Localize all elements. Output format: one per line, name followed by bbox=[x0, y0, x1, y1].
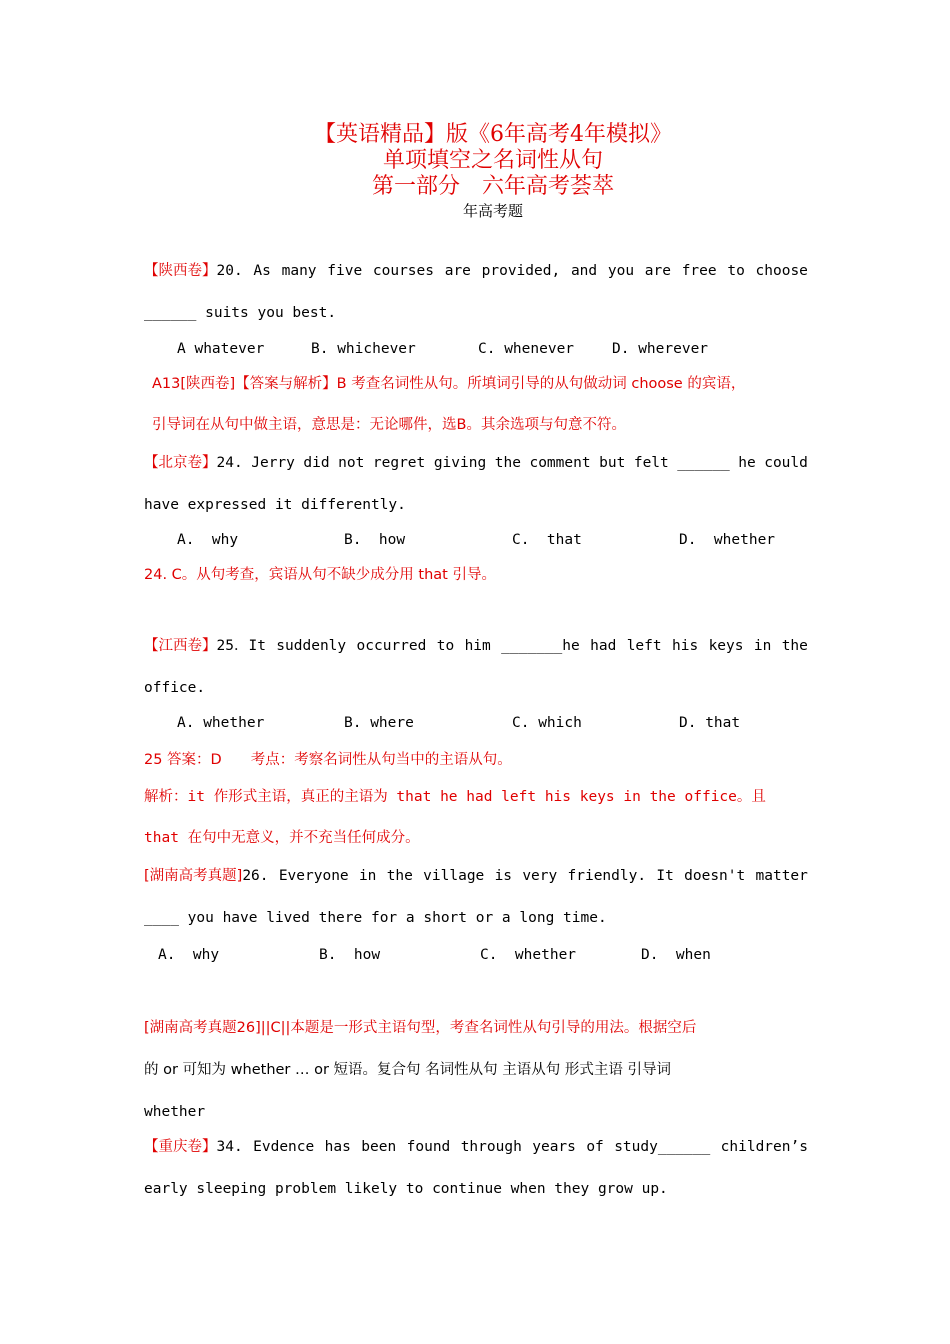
q20-option-b: B. whichever bbox=[311, 341, 416, 357]
q20-option-d: D. wherever bbox=[612, 341, 709, 357]
q24-option-b: B. how bbox=[344, 532, 406, 548]
q34-line1: 【重庆卷】34. Evdence has been found through years of study______ children’s bbox=[144, 1139, 808, 1155]
q24-answer-line1: 24. C。从句考查，宾语从句不缺少成分用 that 引导。 bbox=[144, 567, 496, 583]
doc-title-line2: 单项填空之名词性从句 bbox=[382, 148, 603, 173]
q20-option-c: C. whenever bbox=[478, 341, 575, 357]
q24-line2: have expressed it differently. bbox=[144, 497, 406, 513]
q26-line2: ____ you have lived there for a short or a long time. bbox=[144, 910, 607, 926]
q26-answer-line1: [湖南高考真题26]||C||本题是一形式主语句型，考查名词性从句引导的用法。根据空后 bbox=[144, 1020, 697, 1036]
q20-answer-line1: A13[陕西卷]【答案与解析】B 考查名词性从句。所填词引导的从句做动词 choose 的宾语， bbox=[152, 376, 746, 392]
q34-line2: early sleeping problem likely to continue when they grow up. bbox=[144, 1181, 668, 1197]
q25-option-a: A. whether bbox=[177, 715, 265, 731]
q34-source-tag: 【重庆卷】 bbox=[144, 1139, 217, 1155]
q26-option-c: C. whether bbox=[480, 947, 577, 963]
doc-title-line3: 第一部分 六年高考荟萃 bbox=[371, 174, 614, 199]
q26-answer-line3: whether bbox=[144, 1104, 206, 1120]
q24-source-tag: 【北京卷】 bbox=[144, 455, 217, 471]
q25-source-tag: 【江西卷】 bbox=[144, 638, 217, 654]
q25-option-c: C. which bbox=[512, 715, 582, 731]
q25-answer-line3: that 在句中无意义，并不充当任何成分。 bbox=[144, 830, 420, 846]
q20-source-tag: 【陕西卷】 bbox=[144, 263, 217, 279]
q26-option-b: B. how bbox=[319, 947, 381, 963]
q25-line1: 【江西卷】25．It suddenly occurred to him _______he had left his keys in the bbox=[144, 638, 808, 654]
q24-option-d: D. whether bbox=[679, 532, 776, 548]
q24-option-c: C. that bbox=[512, 532, 582, 548]
doc-title-line1: 【英语精品】版《6年高考4年模拟》 bbox=[314, 122, 672, 147]
q20-line1: 【陕西卷】20. As many five courses are provided, and you are free to choose bbox=[144, 263, 808, 279]
q26-line1: [湖南高考真题]26. Everyone in the village is very friendly. It doesn't matter bbox=[144, 868, 808, 884]
q26-option-d: D. when bbox=[641, 947, 711, 963]
q20-answer-line2: 引导词在从句中做主语，意思是：无论哪件，选B。其余选项与句意不符。 bbox=[152, 417, 626, 433]
q26-blank: ____ bbox=[144, 910, 179, 926]
q20-option-a: A whatever bbox=[177, 341, 265, 357]
q24-option-a: A. why bbox=[177, 532, 239, 548]
q25-option-d: D. that bbox=[679, 715, 741, 731]
q25-answer-line2: 解析：it 作形式主语，真正的主语为 that he had left his keys in the office。且 bbox=[144, 789, 766, 805]
q20-line2: ______ suits you best. bbox=[144, 305, 337, 321]
q26-answer-line2: 的 or 可知为 whether … or 短语。复合句 名词性从句 主语从句 形式主语 引导词 bbox=[144, 1062, 671, 1078]
q25-answer-line1: 25 答案：D 考点：考察名词性从句当中的主语从句。 bbox=[144, 752, 512, 768]
doc-subtitle: 年高考题 bbox=[462, 202, 523, 220]
q25-option-b: B. where bbox=[344, 715, 414, 731]
q24-line1: 【北京卷】24. Jerry did not regret giving the comment but felt ______ he could bbox=[144, 455, 808, 471]
q25-line2: office. bbox=[144, 680, 206, 696]
q20-blank: ______ bbox=[144, 305, 197, 321]
q26-source-tag: [湖南高考真题] bbox=[144, 868, 243, 884]
q26-option-a: A. why bbox=[158, 947, 220, 963]
